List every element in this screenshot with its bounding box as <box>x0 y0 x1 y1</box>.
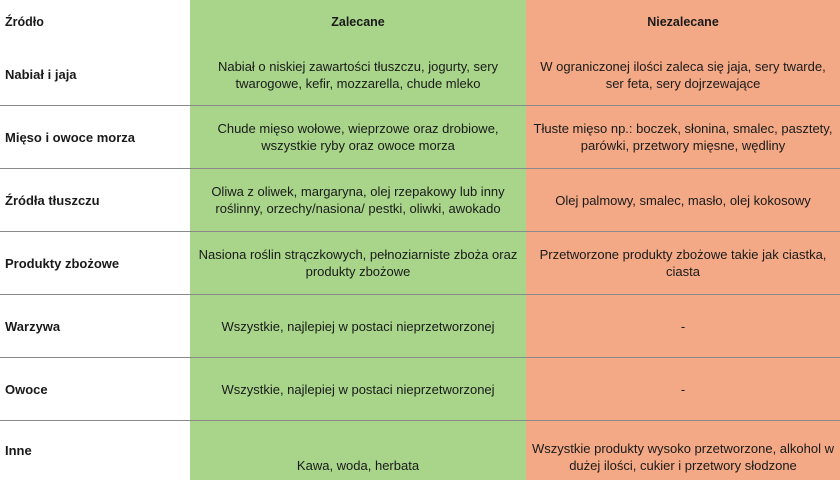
row-source: Warzywa <box>0 295 190 358</box>
row-recommended: Wszystkie, najlepiej w postaci nieprzetworzonej <box>190 295 526 358</box>
row-recommended: Oliwa z oliwek, margaryna, olej rzepakowy lub inny roślinny, orzechy/nasiona/ pestki, oliwki, awokado <box>190 169 526 232</box>
row-source: Produkty zbożowe <box>0 232 190 295</box>
row-not-recommended: Wszystkie produkty wysoko przetworzone, alkohol w dużej ilości, cukier i przetwory słodzone <box>526 421 840 480</box>
row-not-recommended: - <box>526 358 840 421</box>
row-source: Źródła tłuszczu <box>0 169 190 232</box>
row-not-recommended: Tłuste mięso np.: boczek, słonina, smalec, pasztety, parówki, przetwory mięsne, wędliny <box>526 106 840 169</box>
header-recommended: Zalecane <box>190 0 526 44</box>
row-not-recommended: Olej palmowy, smalec, masło, olej kokosowy <box>526 169 840 232</box>
row-not-recommended: - <box>526 295 840 358</box>
row-recommended: Nabiał o niskiej zawartości tłuszczu, jogurty, sery twarogowe, kefir, mozzarella, chude mleko <box>190 44 526 106</box>
row-source: Inne <box>0 421 190 480</box>
row-not-recommended: W ograniczonej ilości zaleca się jaja, sery twarde, ser feta, sery dojrzewające <box>526 44 840 106</box>
row-recommended: Chude mięso wołowe, wieprzowe oraz drobiowe, wszystkie ryby oraz owoce morza <box>190 106 526 169</box>
row-source: Owoce <box>0 358 190 421</box>
header-source: Źródło <box>0 0 190 44</box>
header-not-recommended: Niezalecane <box>526 0 840 44</box>
row-source: Nabiał i jaja <box>0 44 190 106</box>
row-recommended: Kawa, woda, herbata <box>190 421 526 480</box>
row-recommended: Wszystkie, najlepiej w postaci nieprzetworzonej <box>190 358 526 421</box>
row-not-recommended: Przetworzone produkty zbożowe takie jak ciastka, ciasta <box>526 232 840 295</box>
row-recommended: Nasiona roślin strączkowych, pełnoziarniste zboża oraz produkty zbożowe <box>190 232 526 295</box>
row-source: Mięso i owoce morza <box>0 106 190 169</box>
